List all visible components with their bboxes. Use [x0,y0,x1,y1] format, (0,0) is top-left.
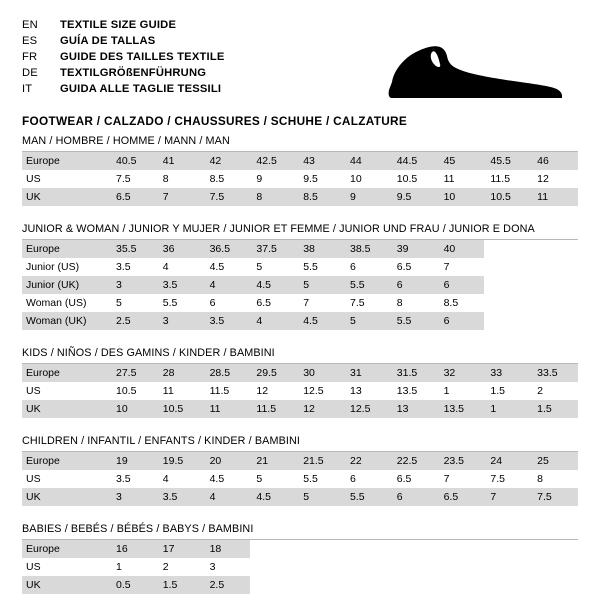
size-cell: 6 [349,473,356,485]
size-cell: 20 [204,452,251,470]
size-cell: 22 [344,452,391,470]
size-cell [531,540,578,558]
row-label: Europe [22,452,110,470]
size-cell: 30 [297,364,344,382]
size-cell: 19 [110,452,157,470]
size-cell: 10 [438,188,485,206]
size-cell: 4 [162,473,169,485]
language-row [22,50,225,66]
size-cell: 2.5 [110,312,157,330]
table-row [22,488,578,506]
size-cell: 1 [484,400,531,418]
size-cell: 38.5 [344,240,391,258]
size-cell: 8 [537,473,544,485]
size-cell: 4.5 [209,473,225,485]
size-cell: 5 [116,297,122,309]
size-cell [391,576,438,594]
size-cell: 5.5 [391,312,438,330]
size-cell: 21 [250,452,297,470]
size-cell [438,558,485,576]
size-cell: 6.5 [256,297,271,309]
language-code: ES [22,35,38,47]
size-cell: 8 [396,297,403,309]
size-cell [531,558,578,576]
size-cell: 3.5 [116,473,131,485]
table-row [22,188,578,206]
size-group-title: JUNIOR & WOMAN / JUNIOR Y MUJER / JUNIOR ET FEMME / JUNIOR UND FRAU / JUNIOR E DONA [22,223,578,240]
language-code: IT [22,83,33,95]
size-cell: 42 [204,152,251,170]
size-cell: 7.5 [204,188,251,206]
size-group [22,435,578,506]
size-cell: 12.5 [344,400,391,418]
size-cell [531,240,578,258]
size-cell: 29.5 [250,364,297,382]
size-cell [250,540,297,558]
size-cell: 19.5 [157,452,204,470]
row-label: US [26,561,41,573]
size-cell [438,540,485,558]
size-cell: 6 [391,488,438,506]
size-cell [531,576,578,594]
size-cell: 6.5 [110,188,157,206]
size-cell: 18 [204,540,251,558]
table-row [22,276,578,294]
size-cell: 6.5 [396,261,412,273]
size-cell [531,312,578,330]
size-cell: 8 [250,188,297,206]
size-cell: 43 [297,152,344,170]
size-tables-container [22,135,578,594]
size-cell: 24 [484,452,531,470]
size-table [22,540,578,594]
size-cell [344,558,391,576]
size-cell [250,576,297,594]
size-cell: 4.5 [297,312,344,330]
language-code: EN [22,19,38,31]
table-row [22,258,578,276]
size-table [22,240,578,330]
size-cell: 1.5 [157,576,204,594]
size-cell: 6 [438,312,485,330]
size-cell: 3 [209,561,216,573]
row-label: Europe [22,152,110,170]
size-cell: 13.5 [438,400,485,418]
size-cell: 10 [110,400,157,418]
size-group [22,223,578,330]
size-cell: 10.5 [157,400,204,418]
language-title: GUÍA DE TALLAS [60,35,156,47]
size-cell: 28.5 [204,364,251,382]
size-cell: 31.5 [391,364,438,382]
size-cell: 33 [484,364,531,382]
size-cell: 9.5 [303,173,318,185]
row-label: Woman (US) [26,297,87,309]
size-cell: 45.5 [484,152,531,170]
size-cell: 38 [297,240,344,258]
document-header [22,18,578,128]
size-cell: 6.5 [438,488,485,506]
size-cell [484,312,531,330]
size-cell: 40.5 [110,152,157,170]
size-cell [484,576,531,594]
size-cell: 36.5 [204,240,251,258]
size-cell: 40 [438,240,485,258]
size-group [22,523,578,594]
size-cell: 11.5 [250,400,297,418]
size-cell [531,276,578,294]
language-row [22,18,225,34]
size-cell: 22.5 [391,452,438,470]
size-cell: 6 [438,276,485,294]
table-row [22,170,578,188]
table-row [22,400,578,418]
size-cell [484,540,531,558]
size-cell: 13 [391,400,438,418]
size-cell: 4.5 [250,488,297,506]
size-cell: 10.5 [116,385,137,397]
table-row [22,240,578,258]
size-cell: 8.5 [297,188,344,206]
size-cell: 5 [297,488,344,506]
size-cell: 11 [162,385,174,397]
size-cell: 42.5 [250,152,297,170]
size-cell: 0.5 [110,576,157,594]
size-cell: 7 [443,261,450,273]
size-cell: 5 [297,276,344,294]
size-cell [344,540,391,558]
size-cell: 36 [157,240,204,258]
size-cell: 13.5 [396,385,418,397]
size-cell: 12.5 [303,385,324,397]
size-cell: 1 [443,385,450,397]
size-cell: 6.5 [396,473,412,485]
size-cell [484,240,531,258]
size-cell: 11 [443,173,455,185]
size-cell [531,258,578,276]
size-cell: 12 [537,173,549,185]
size-table [22,364,578,418]
size-table [22,152,578,206]
size-cell: 7.5 [490,473,505,485]
size-cell: 7.5 [116,173,131,185]
size-cell: 44.5 [391,152,438,170]
size-cell: 27.5 [110,364,157,382]
size-cell [297,540,344,558]
size-cell: 3.5 [116,261,131,273]
size-cell: 1 [116,561,122,573]
size-cell [484,276,531,294]
language-title-list [22,18,225,98]
size-cell: 46 [531,152,578,170]
row-label: UK [22,400,110,418]
language-row [22,34,225,50]
size-cell: 4 [204,488,251,506]
language-code: DE [22,67,38,79]
size-cell: 11 [204,400,251,418]
size-cell: 5.5 [344,488,391,506]
size-cell: 21.5 [297,452,344,470]
size-cell: 5.5 [303,261,318,273]
size-cell: 31 [344,364,391,382]
size-group [22,135,578,206]
size-cell: 4 [204,276,251,294]
size-cell [344,576,391,594]
size-table [22,452,578,506]
size-cell [531,294,578,312]
size-cell: 8.5 [443,297,459,309]
size-group-title: BABIES / BEBÉS / BÉBÉS / BABYS / BAMBINI [22,523,578,540]
language-title: GUIDA ALLE TAGLIE TESSILI [60,83,222,95]
size-cell: 2 [537,385,544,397]
row-label: Junior (UK) [22,276,110,294]
row-label: UK [22,576,110,594]
dress-shoe-icon [376,40,566,102]
size-group-title: CHILDREN / INFANTIL / ENFANTS / KINDER / BAMBINI [22,435,578,452]
size-cell: 11.5 [209,385,230,397]
size-cell: 3.5 [204,312,251,330]
table-row [22,382,578,400]
row-label: UK [22,488,110,506]
size-cell: 1.5 [531,400,578,418]
table-row [22,294,578,312]
row-label: UK [22,188,110,206]
size-cell [391,558,438,576]
size-cell: 3 [110,488,157,506]
size-cell: 33.5 [531,364,578,382]
size-cell: 3 [157,312,204,330]
row-label: Woman (UK) [22,312,110,330]
table-row [22,312,578,330]
language-code: FR [22,51,38,63]
size-cell: 4 [250,312,297,330]
language-row [22,66,225,82]
size-group [22,347,578,418]
size-cell: 11.5 [490,173,511,185]
size-cell: 6 [349,261,356,273]
size-cell: 8.5 [209,173,225,185]
size-cell [250,558,297,576]
size-cell: 6 [391,276,438,294]
language-title: GUIDE DES TAILLES TEXTILE [60,51,225,63]
size-cell: 11 [531,188,578,206]
row-label: Europe [22,364,110,382]
row-label: US [26,173,41,185]
language-title: TEXTILE SIZE GUIDE [60,19,177,31]
size-cell: 10.5 [484,188,531,206]
row-label: Junior (US) [26,261,80,273]
size-cell: 35.5 [110,240,157,258]
table-row [22,540,578,558]
size-cell [484,258,531,276]
size-cell [297,558,344,576]
size-cell: 32 [438,364,485,382]
size-cell: 7 [443,473,450,485]
size-cell: 16 [110,540,157,558]
size-cell [391,540,438,558]
size-cell: 4.5 [209,261,225,273]
page-title: FOOTWEAR / CALZADO / CHAUSSURES / SCHUHE / CALZATURE [22,114,408,128]
size-cell: 5 [344,312,391,330]
size-cell: 1.5 [490,385,505,397]
table-row [22,558,578,576]
size-cell: 9 [344,188,391,206]
size-cell [438,576,485,594]
size-cell: 17 [157,540,204,558]
size-cell: 5.5 [303,473,318,485]
size-cell: 3.5 [157,488,204,506]
size-cell: 41 [157,152,204,170]
size-cell [297,576,344,594]
size-cell: 45 [438,152,485,170]
size-cell: 10.5 [396,173,418,185]
size-cell: 4 [162,261,169,273]
size-cell: 2 [162,561,169,573]
size-cell [484,294,531,312]
size-cell: 7.5 [349,297,365,309]
table-row [22,452,578,470]
size-cell: 25 [531,452,578,470]
size-cell: 39 [391,240,438,258]
row-label: Europe [22,240,110,258]
size-cell: 6 [209,297,216,309]
table-row [22,470,578,488]
row-label: US [26,385,41,397]
size-group-title: MAN / HOMBRE / HOMME / MANN / MAN [22,135,578,152]
size-cell: 44 [344,152,391,170]
size-cell: 12 [256,385,269,397]
size-cell: 9 [256,173,263,185]
row-label: Europe [22,540,110,558]
language-title: TEXTILGRÖßENFÜHRUNG [60,67,207,79]
size-cell: 13 [349,385,362,397]
size-cell: 28 [157,364,204,382]
table-row [22,364,578,382]
size-cell: 5.5 [162,297,178,309]
size-cell: 10 [349,173,362,185]
size-cell [484,558,531,576]
size-cell: 2.5 [204,576,251,594]
size-cell: 7 [157,188,204,206]
size-cell: 5 [256,473,263,485]
size-cell: 9.5 [391,188,438,206]
size-cell: 3.5 [157,276,204,294]
size-cell: 37.5 [250,240,297,258]
table-row [22,152,578,170]
size-cell: 7 [484,488,531,506]
size-group-title: KIDS / NIÑOS / DES GAMINS / KINDER / BAMBINI [22,347,578,364]
language-row [22,82,225,98]
size-cell: 7 [303,297,310,309]
size-cell: 4.5 [250,276,297,294]
size-cell: 5 [256,261,263,273]
table-row [22,576,578,594]
size-cell: 23.5 [438,452,485,470]
size-cell: 5.5 [344,276,391,294]
size-cell: 3 [110,276,157,294]
size-cell: 7.5 [531,488,578,506]
size-cell: 12 [297,400,344,418]
size-cell: 8 [162,173,169,185]
row-label: US [26,473,41,485]
